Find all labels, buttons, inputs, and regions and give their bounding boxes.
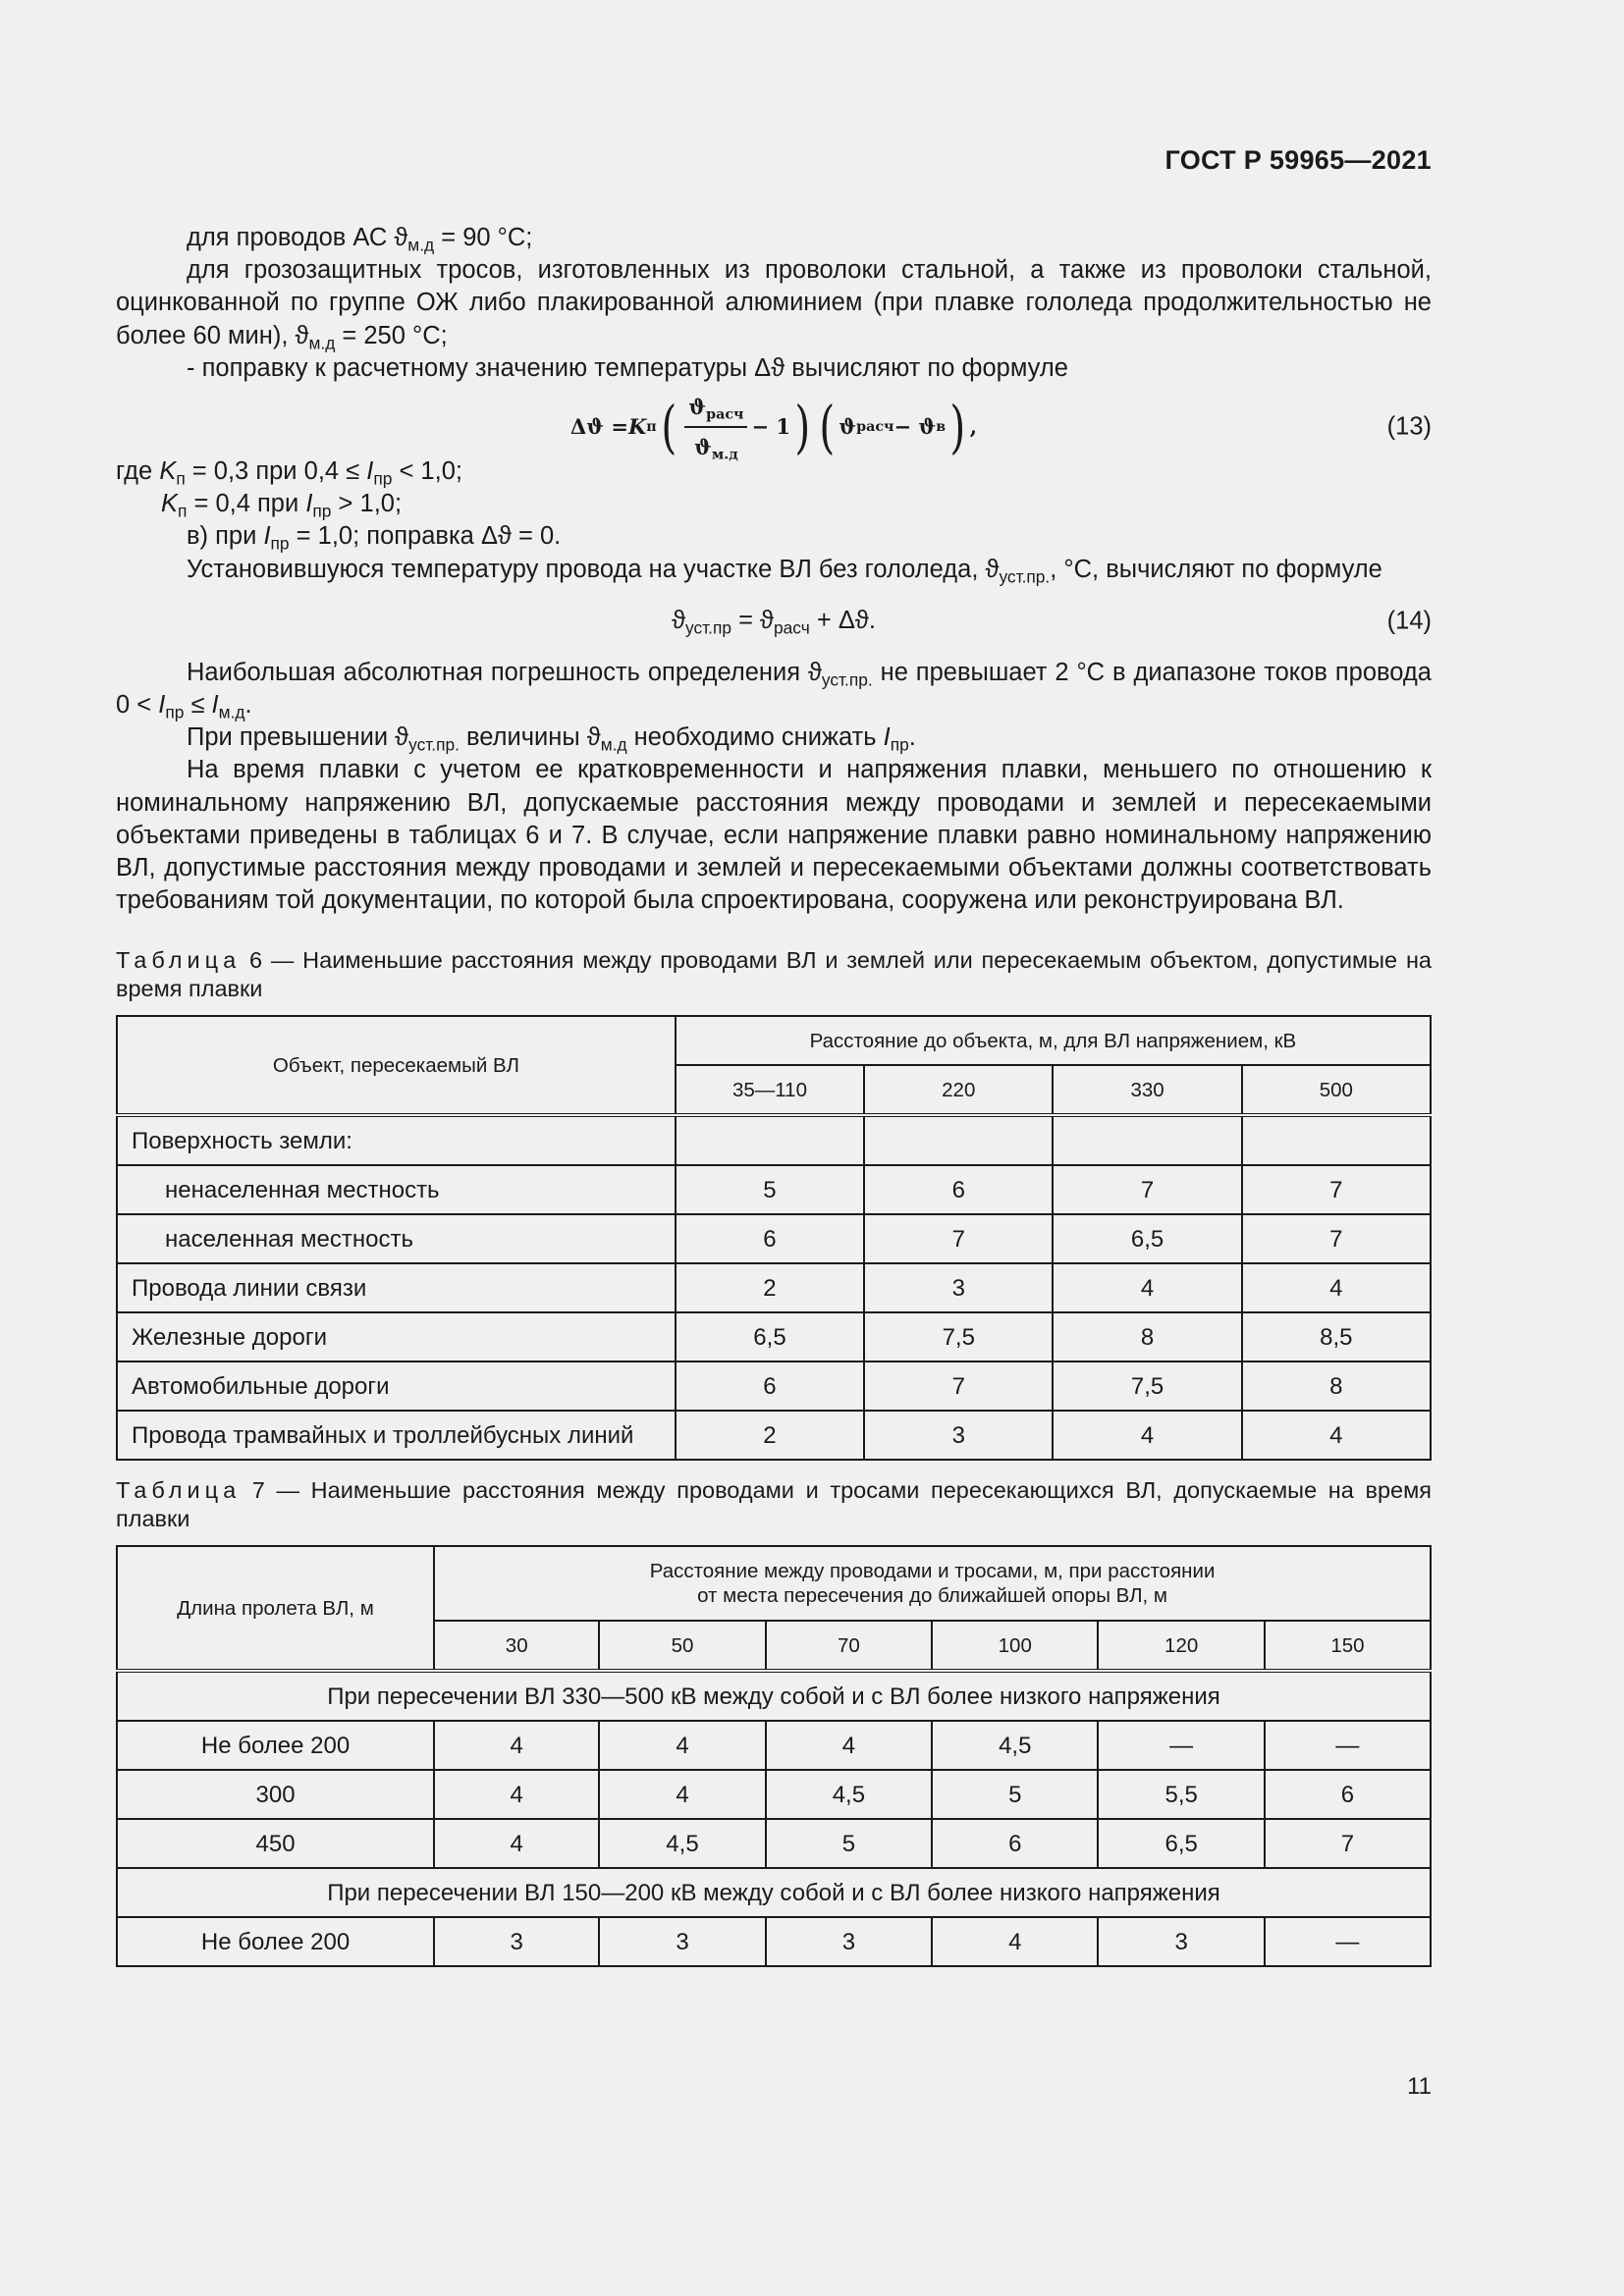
table-7-cell: 4 bbox=[599, 1770, 765, 1819]
formula-13: Δϑ = K п ( $\frac{ϑ_{расч}}{ϑ_{м.д}}$ − 1 ) ( ϑ расч − ϑ в ) , bbox=[570, 391, 977, 463]
table-6-header-object: Объект, пересекаемый ВЛ bbox=[117, 1016, 676, 1115]
table-6-cell: 8,5 bbox=[1242, 1312, 1431, 1362]
paragraph-exceed: При превышении $ϑ_{уст.пр.}$ величины $ϑ_{м.д}$ необходимо снижать $I_{пр}$. bbox=[187, 723, 916, 755]
table-6-cell: 7,5 bbox=[864, 1312, 1053, 1362]
table-7-cell: 4 bbox=[932, 1917, 1098, 1966]
table-7-section-row bbox=[117, 1671, 1431, 1721]
table-7-cell: — bbox=[1098, 1721, 1264, 1770]
table-7-cell: 4,5 bbox=[599, 1819, 765, 1868]
table-row bbox=[117, 1362, 1431, 1411]
table-7-header-group: Расстояние между проводами и тросами, м, при расстоянии от места пересечения до ближайшей опоры ВЛ, м bbox=[434, 1546, 1431, 1621]
paragraph-melting-time: На время плавки с учетом ее кратковременности и напряжения плавки, меньшего по отношению к номинальному напряжению ВЛ, допускаемые расстояния между проводами и землей и пересекаемыми объектами приведены в таблицах 6 и 7. В случае, если напряжение плавки равно номинальному напряжению ВЛ, допустимые расстояния между проводами и землей и пересекаемыми объектами должны соответствовать требованиям той документации, по которой была спроектирована, сооружена или реконструирована ВЛ. bbox=[116, 756, 1432, 915]
table-6-header-voltage: 330 bbox=[1053, 1065, 1241, 1115]
table-6-cell: 7 bbox=[1053, 1165, 1241, 1214]
table-6-cell: 7 bbox=[864, 1362, 1053, 1411]
table-6-cell: 8 bbox=[1053, 1312, 1241, 1362]
formula-14-row bbox=[116, 586, 1432, 657]
table-6-cell: 4 bbox=[1053, 1411, 1241, 1460]
table-7-section-row bbox=[117, 1868, 1431, 1917]
table-7-span: Не более 200 bbox=[117, 1721, 434, 1770]
table-row bbox=[117, 1312, 1431, 1362]
paragraph-correction: - поправку к расчетному значению температуры Δϑ вычисляют по формуле bbox=[187, 353, 1068, 382]
table-row bbox=[117, 1263, 1431, 1312]
table-7-cell: 5 bbox=[932, 1770, 1098, 1819]
paragraph-error: Наибольшая абсолютная погрешность определения $ϑ_{уст.пр.}$ не превышает 2 °C в диапазоне токов провода $0 < I_{пр} \le I_{м.д}$. bbox=[116, 658, 1432, 722]
table-6-object: Поверхность земли: bbox=[117, 1115, 676, 1165]
table-6-cell: 3 bbox=[864, 1263, 1053, 1312]
table-6-cell: 3 bbox=[864, 1411, 1053, 1460]
table-row bbox=[117, 1165, 1431, 1214]
table-7-cell: — bbox=[1265, 1917, 1431, 1966]
table-6-cell: 6 bbox=[864, 1165, 1053, 1214]
body-text bbox=[116, 222, 1432, 1967]
table-7 bbox=[116, 1545, 1432, 1967]
where-k-1: где $K_п = 0,3$ при $0,4 \le I_{пр} < 1,0$; bbox=[116, 457, 462, 489]
paragraph-ground-wires: для грозозащитных тросов, изготовленных из проволоки стальной, а также из проволоки стальной, оцинкованной по группе ОЖ либо плакированной алюминием (при плавке гололеда продолжительностью не более 60 мин), $ϑ_{м.д} = 250$ °C; bbox=[116, 256, 1432, 353]
table-6-cell: 6,5 bbox=[1053, 1214, 1241, 1263]
paragraph-case-v: в) при $I_{пр} = 1,0$; поправка Δϑ = 0. bbox=[187, 522, 562, 554]
table-6-object: Провода трамвайных и троллейбусных линий bbox=[117, 1411, 676, 1460]
table-6-cell: 6,5 bbox=[676, 1312, 864, 1362]
table-6-cell: 4 bbox=[1242, 1263, 1431, 1312]
table-7-header-distance: 70 bbox=[766, 1621, 932, 1671]
table-7-cell: 3 bbox=[434, 1917, 599, 1966]
table-7-cell: 4,5 bbox=[932, 1721, 1098, 1770]
table-6-header-voltage: 35—110 bbox=[676, 1065, 864, 1115]
table-6-object: Железные дороги bbox=[117, 1312, 676, 1362]
table-6-object: Автомобильные дороги bbox=[117, 1362, 676, 1411]
table-7-cell: — bbox=[1265, 1721, 1431, 1770]
table-7-header-distance: 120 bbox=[1098, 1621, 1264, 1671]
table-row bbox=[117, 1411, 1431, 1460]
table-7-span: 300 bbox=[117, 1770, 434, 1819]
paragraph-ac-wires: для проводов АС $ϑ_{м.д} = 90$ °C; bbox=[187, 224, 533, 255]
document-id-header: ГОСТ Р 59965—2021 bbox=[1164, 145, 1432, 175]
table-7-cell: 3 bbox=[1098, 1917, 1264, 1966]
table-6-cell: 7 bbox=[1242, 1214, 1431, 1263]
table-7-span: Не более 200 bbox=[117, 1917, 434, 1966]
paragraph-steady-temp: Установившуюся температуру провода на участке ВЛ без гололеда, $ϑ_{уст.пр.}$, °C, вычисляют по формуле bbox=[187, 555, 1382, 587]
table-6-cell: 5 bbox=[676, 1165, 864, 1214]
table-7-cell: 5,5 bbox=[1098, 1770, 1264, 1819]
table-7-cell: 3 bbox=[766, 1917, 932, 1966]
table-7-cell: 5 bbox=[766, 1819, 932, 1868]
table-7-header-distance: 150 bbox=[1265, 1621, 1431, 1671]
table-7-section-title: При пересечении ВЛ 150—200 кВ между собой и с ВЛ более низкого напряжения bbox=[117, 1868, 1431, 1917]
table-6-cell: 7,5 bbox=[1053, 1362, 1241, 1411]
table-6-header-group: Расстояние до объекта, м, для ВЛ напряжением, кВ bbox=[676, 1016, 1431, 1065]
formula-13-number: (13) bbox=[1386, 412, 1432, 441]
table-7-section-title: При пересечении ВЛ 330—500 кВ между собой и с ВЛ более низкого напряжения bbox=[117, 1671, 1431, 1721]
table-7-header-span: Длина пролета ВЛ, м bbox=[117, 1546, 434, 1671]
table-row bbox=[117, 1770, 1431, 1819]
formula-13-row bbox=[116, 385, 1432, 469]
table-7-cell: 3 bbox=[599, 1917, 765, 1966]
table-6-cell: 7 bbox=[864, 1214, 1053, 1263]
table-6-header-voltage: 500 bbox=[1242, 1065, 1431, 1115]
table-6-object: Провода линии связи bbox=[117, 1263, 676, 1312]
table-7-header-distance: 30 bbox=[434, 1621, 599, 1671]
table-7-cell: 4 bbox=[766, 1721, 932, 1770]
table-6-cell: 8 bbox=[1242, 1362, 1431, 1411]
formula-14-number: (14) bbox=[1386, 607, 1432, 635]
table-row bbox=[117, 1115, 1431, 1165]
table-7-cell: 7 bbox=[1265, 1819, 1431, 1868]
table-7-cell: 4,5 bbox=[766, 1770, 932, 1819]
table-6-object: ненаселенная местность bbox=[117, 1165, 676, 1214]
table-6-cell: 4 bbox=[1242, 1411, 1431, 1460]
table-row bbox=[117, 1214, 1431, 1263]
table-7-cell: 4 bbox=[434, 1721, 599, 1770]
table-6-object: населенная местность bbox=[117, 1214, 676, 1263]
table-7-cell: 4 bbox=[434, 1770, 599, 1819]
formula-13-fraction: $\frac{ϑ_{расч}}{ϑ_{м.д}}$ bbox=[684, 391, 747, 463]
table-7-header-distance: 50 bbox=[599, 1621, 765, 1671]
table-row bbox=[117, 1917, 1431, 1966]
table-7-cell: 4 bbox=[599, 1721, 765, 1770]
table-7-header-distance: 100 bbox=[932, 1621, 1098, 1671]
table-7-span: 450 bbox=[117, 1819, 434, 1868]
table-6 bbox=[116, 1015, 1432, 1461]
where-k-2: $K_п = 0,4$ при $I_{пр} > 1,0$; bbox=[161, 490, 403, 521]
table-6-header-voltage: 220 bbox=[864, 1065, 1053, 1115]
table-row bbox=[117, 1721, 1431, 1770]
table-7-cell: 6 bbox=[932, 1819, 1098, 1868]
table-6-cell: 2 bbox=[676, 1411, 864, 1460]
table-7-cell: 6,5 bbox=[1098, 1819, 1264, 1868]
page-number: 11 bbox=[1407, 2073, 1432, 2100]
table-6-title: Таблица 6 — Наименьшие расстояния между проводами ВЛ и землей или пересекаемым объектом, допустимые на время плавки bbox=[116, 947, 1432, 1002]
table-6-cell: 4 bbox=[1053, 1263, 1241, 1312]
table-6-cell: 6 bbox=[676, 1362, 864, 1411]
table-6-cell: 2 bbox=[676, 1263, 864, 1312]
table-6-cell: 7 bbox=[1242, 1165, 1431, 1214]
table-row bbox=[117, 1819, 1431, 1868]
table-6-cell: 6 bbox=[676, 1214, 864, 1263]
table-7-cell: 4 bbox=[434, 1819, 599, 1868]
table-7-title: Таблица 7 — Наименьшие расстояния между проводами и тросами пересекающихся ВЛ, допускаемые на время плавки bbox=[116, 1477, 1432, 1532]
table-7-cell: 6 bbox=[1265, 1770, 1431, 1819]
formula-14: $ϑ_{уст.пр} = ϑ_{расч} + \Delta ϑ$. bbox=[672, 607, 876, 638]
